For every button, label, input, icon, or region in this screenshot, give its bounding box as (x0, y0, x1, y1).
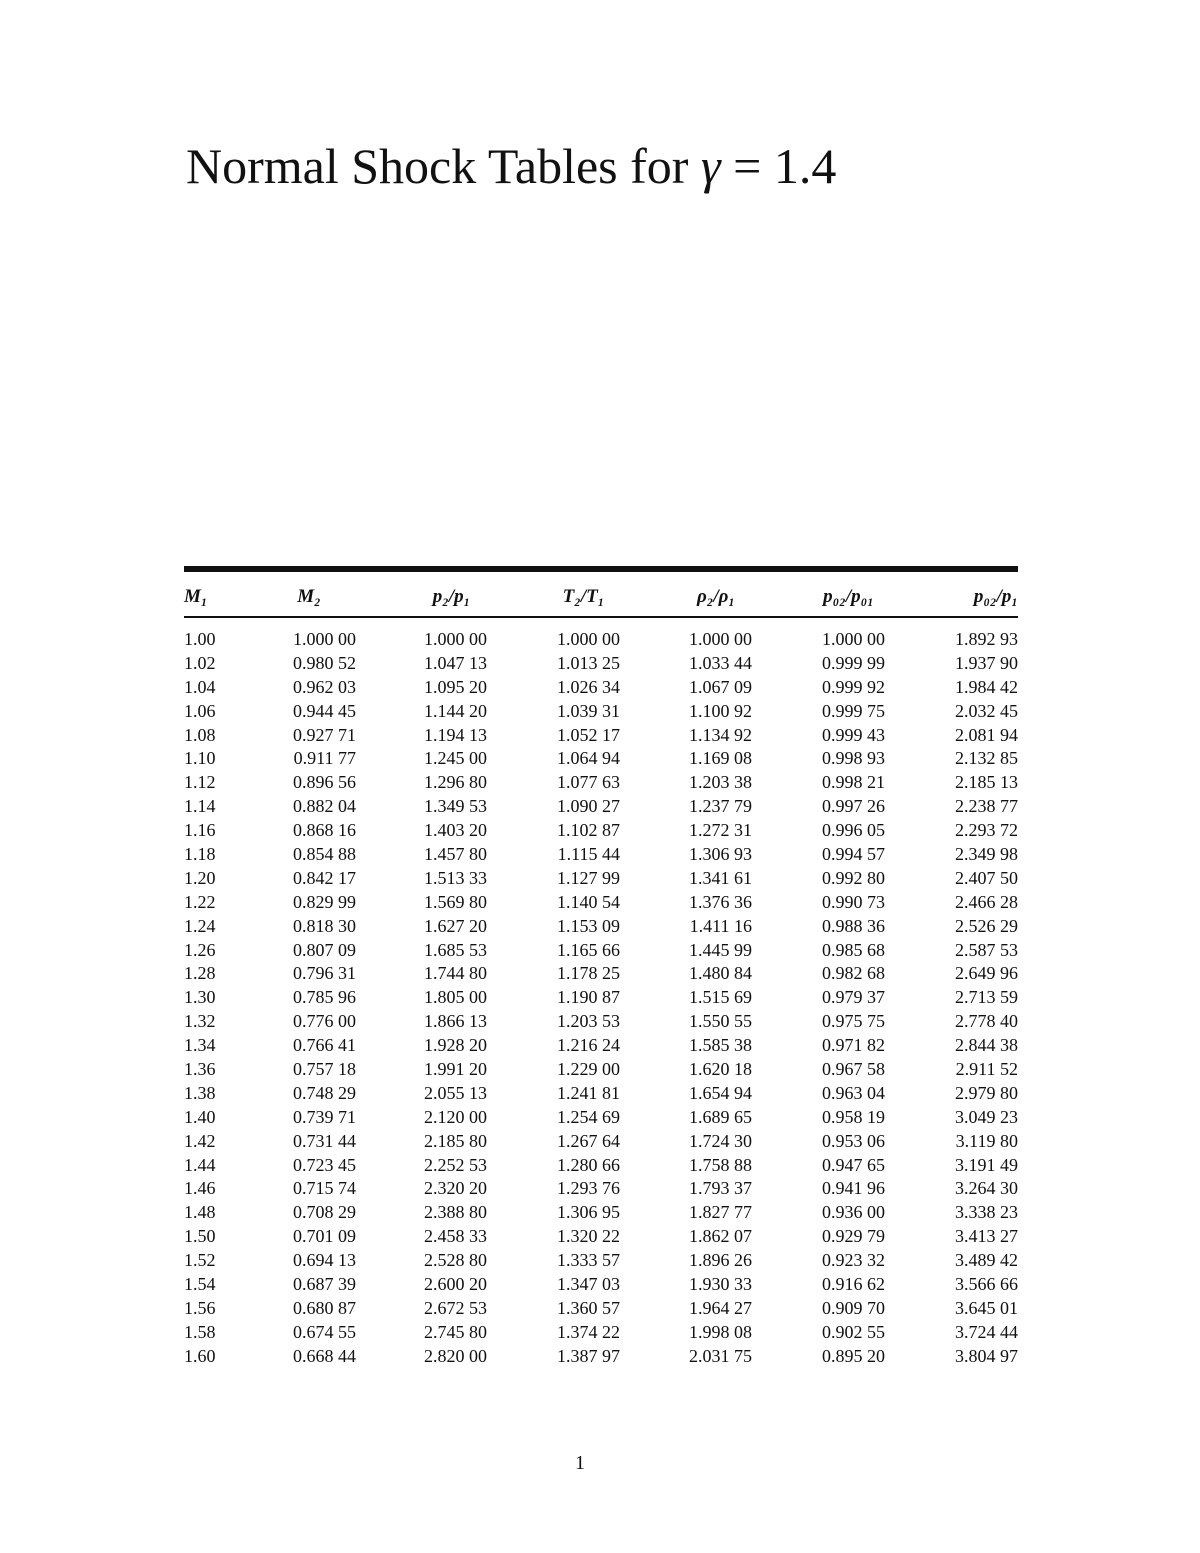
table-cell: 2.745 80 (424, 1321, 487, 1342)
table-cell: 1.347 03 (557, 1273, 620, 1294)
table-cell: 0.868 16 (293, 820, 356, 841)
table-cell: 2.031 75 (689, 1345, 752, 1366)
table-cell: 1.102 87 (557, 820, 620, 841)
table-cell: 0.909 70 (822, 1297, 885, 1318)
table-cell: 1.04 (184, 676, 216, 697)
table-cell: 2.081 94 (955, 724, 1018, 745)
table-cell: 0.701 09 (293, 1226, 356, 1247)
table-cell: 1.620 18 (689, 1058, 752, 1079)
table-cell: 1.58 (184, 1321, 216, 1342)
table-row (184, 747, 1018, 771)
table-cell: 0.731 44 (293, 1130, 356, 1151)
table-cell: 1.56 (184, 1297, 216, 1318)
table-cell: 2.320 20 (424, 1178, 487, 1199)
table-cell: 1.480 84 (689, 963, 752, 984)
table-cell: 2.252 53 (424, 1154, 487, 1175)
table-cell: 0.842 17 (293, 867, 356, 888)
table-cell: 0.944 45 (293, 700, 356, 721)
table-row (184, 723, 1018, 747)
table-cell: 1.26 (184, 939, 216, 960)
table-cell: 1.964 27 (689, 1297, 752, 1318)
table-cell: 0.668 44 (293, 1345, 356, 1366)
table-cell: 3.338 23 (955, 1202, 1018, 1223)
table-cell: 1.515 69 (689, 987, 752, 1008)
table-cell: 1.14 (184, 796, 216, 817)
table-cell: 1.153 09 (557, 915, 620, 936)
table-cell: 0.929 79 (822, 1226, 885, 1247)
table-cell: 1.50 (184, 1226, 216, 1247)
table-cell: 1.403 20 (424, 820, 487, 841)
table-cell: 1.48 (184, 1202, 216, 1223)
table-cell: 0.997 26 (822, 796, 885, 817)
table-cell: 2.526 29 (955, 915, 1018, 936)
title-suffix: = 1.4 (720, 138, 837, 194)
table-cell: 1.320 22 (557, 1226, 620, 1247)
table-cell: 0.947 65 (822, 1154, 885, 1175)
table-cell: 0.796 31 (293, 963, 356, 984)
column-header: p₀₂/p₁ (973, 586, 1018, 607)
table-row (184, 1034, 1018, 1058)
table-cell: 1.18 (184, 843, 216, 864)
table-cell: 1.724 30 (689, 1130, 752, 1151)
table-cell: 0.916 62 (822, 1273, 885, 1294)
table-cell: 0.708 29 (293, 1202, 356, 1223)
table-cell: 2.600 20 (424, 1273, 487, 1294)
table-cell: 1.090 27 (557, 796, 620, 817)
table-cell: 1.341 61 (689, 867, 752, 888)
table-cell: 1.38 (184, 1082, 216, 1103)
table-cell: 2.132 85 (955, 748, 1018, 769)
table-cell: 0.785 96 (293, 987, 356, 1008)
table-row (184, 1058, 1018, 1082)
table-cell: 1.892 93 (955, 628, 1018, 649)
table-cell: 3.804 97 (955, 1345, 1018, 1366)
table-cell: 0.999 92 (822, 676, 885, 697)
table-cell: 3.264 30 (955, 1178, 1018, 1199)
table-cell: 1.20 (184, 867, 216, 888)
table-cell: 1.026 34 (557, 676, 620, 697)
table-cell: 0.975 75 (822, 1011, 885, 1032)
table-cell: 1.10 (184, 748, 216, 769)
table-cell: 2.911 52 (955, 1058, 1018, 1079)
table-cell: 1.627 20 (424, 915, 487, 936)
table-cell: 2.587 53 (955, 939, 1018, 960)
table-cell: 1.052 17 (557, 724, 620, 745)
table-cell: 1.08 (184, 724, 216, 745)
table-cell: 0.757 18 (293, 1058, 356, 1079)
table-cell: 1.000 00 (424, 628, 487, 649)
table-cell: 1.689 65 (689, 1106, 752, 1127)
table-cell: 1.998 08 (689, 1321, 752, 1342)
table-row (184, 675, 1018, 699)
table-cell: 1.24 (184, 915, 216, 936)
table-cell: 0.674 55 (293, 1321, 356, 1342)
table-cell: 1.115 44 (557, 843, 620, 864)
table-cell: 1.293 76 (557, 1178, 620, 1199)
table-cell: 0.739 71 (293, 1106, 356, 1127)
table-cell: 1.06 (184, 700, 216, 721)
table-cell: 1.216 24 (557, 1035, 620, 1056)
table-cell: 1.000 00 (557, 628, 620, 649)
table-cell: 0.979 37 (822, 987, 885, 1008)
table-cell: 1.928 20 (424, 1035, 487, 1056)
table-row (184, 1249, 1018, 1273)
table-cell: 1.178 25 (557, 963, 620, 984)
table-cell: 1.229 00 (557, 1058, 620, 1079)
table-cell: 1.457 80 (424, 843, 487, 864)
table-cell: 1.60 (184, 1345, 216, 1366)
table-cell: 1.134 92 (689, 724, 752, 745)
table-cell: 0.982 68 (822, 963, 885, 984)
table-cell: 1.039 31 (557, 700, 620, 721)
table-row (184, 938, 1018, 962)
table-cell: 1.991 20 (424, 1058, 487, 1079)
table-row (184, 1225, 1018, 1249)
table-cell: 0.953 06 (822, 1130, 885, 1151)
table-cell: 3.489 42 (955, 1250, 1018, 1271)
table-cell: 0.807 09 (293, 939, 356, 960)
table-cell: 1.296 80 (424, 772, 487, 793)
table-row (184, 651, 1018, 675)
table-cell: 1.54 (184, 1273, 216, 1294)
table-cell: 1.12 (184, 772, 216, 793)
table-cell: 2.820 00 (424, 1345, 487, 1366)
table-cell: 2.458 33 (424, 1226, 487, 1247)
gamma-symbol: γ (700, 138, 721, 194)
table-cell: 0.936 00 (822, 1202, 885, 1223)
table-cell: 1.144 20 (424, 700, 487, 721)
table-cell: 1.411 16 (689, 915, 752, 936)
table-cell: 1.44 (184, 1154, 216, 1175)
table-cell: 1.805 00 (424, 987, 487, 1008)
table-cell: 2.120 00 (424, 1106, 487, 1127)
table-cell: 1.100 92 (689, 700, 752, 721)
table-cell: 1.272 31 (689, 820, 752, 841)
table-cell: 3.645 01 (955, 1297, 1018, 1318)
table-row (184, 1273, 1018, 1297)
table-cell: 1.793 37 (689, 1178, 752, 1199)
table-cell: 0.748 29 (293, 1082, 356, 1103)
table-cell: 1.047 13 (424, 652, 487, 673)
table-cell: 0.992 80 (822, 867, 885, 888)
table-cell: 2.407 50 (955, 867, 1018, 888)
table-cell: 2.713 59 (955, 987, 1018, 1008)
table-row (184, 1296, 1018, 1320)
table-cell: 1.013 25 (557, 652, 620, 673)
column-header: p₂/p₁ (432, 586, 471, 607)
table-cell: 0.999 75 (822, 700, 885, 721)
table-cell: 2.778 40 (955, 1011, 1018, 1032)
table-row (184, 843, 1018, 867)
table-cell: 0.902 55 (822, 1321, 885, 1342)
table-cell: 0.990 73 (822, 891, 885, 912)
table-cell: 2.844 38 (955, 1035, 1018, 1056)
table-cell: 1.194 13 (424, 724, 487, 745)
table-cell: 0.927 71 (293, 724, 356, 745)
table-cell: 1.349 53 (424, 796, 487, 817)
table-cell: 1.569 80 (424, 891, 487, 912)
table-row (184, 1153, 1018, 1177)
table-cell: 0.967 58 (822, 1058, 885, 1079)
table-body (184, 628, 1018, 1369)
table-cell: 0.998 21 (822, 772, 885, 793)
table-cell: 0.895 20 (822, 1345, 885, 1366)
table-cell: 1.896 26 (689, 1250, 752, 1271)
table-cell: 1.34 (184, 1035, 216, 1056)
table-cell: 1.862 07 (689, 1226, 752, 1247)
table-row (184, 890, 1018, 914)
table-cell: 1.064 94 (557, 748, 620, 769)
table-cell: 1.190 87 (557, 987, 620, 1008)
table-cell: 0.999 43 (822, 724, 885, 745)
table-cell: 1.30 (184, 987, 216, 1008)
table-cell: 1.550 55 (689, 1011, 752, 1032)
table-cell: 1.374 22 (557, 1321, 620, 1342)
table-cell: 0.962 03 (293, 676, 356, 697)
table-cell: 1.984 42 (955, 676, 1018, 697)
table-row (184, 1344, 1018, 1368)
column-header: p₀₂/p₀₁ (823, 586, 874, 607)
table-row (184, 866, 1018, 890)
table-row (184, 962, 1018, 986)
table-cell: 1.169 08 (689, 748, 752, 769)
table-top-rule (184, 566, 1018, 572)
table-cell: 3.049 23 (955, 1106, 1018, 1127)
table-cell: 1.376 36 (689, 891, 752, 912)
table-row (184, 1177, 1018, 1201)
table-cell: 1.40 (184, 1106, 216, 1127)
table-cell: 1.033 44 (689, 652, 752, 673)
table-row (184, 1081, 1018, 1105)
page-title (186, 138, 836, 194)
table-cell: 1.02 (184, 652, 216, 673)
table-cell: 2.528 80 (424, 1250, 487, 1271)
table-cell: 0.687 39 (293, 1273, 356, 1294)
table-cell: 2.293 72 (955, 820, 1018, 841)
table-cell: 1.306 93 (689, 843, 752, 864)
table-cell: 3.566 66 (955, 1273, 1018, 1294)
table-cell: 0.971 82 (822, 1035, 885, 1056)
table-cell: 1.360 57 (557, 1297, 620, 1318)
table-cell: 1.36 (184, 1058, 216, 1079)
table-cell: 1.445 99 (689, 939, 752, 960)
table-cell: 2.672 53 (424, 1297, 487, 1318)
table-cell: 1.067 09 (689, 676, 752, 697)
table-cell: 0.923 32 (822, 1250, 885, 1271)
table-cell: 2.649 96 (955, 963, 1018, 984)
table-cell: 1.000 00 (293, 628, 356, 649)
table-cell: 3.413 27 (955, 1226, 1018, 1247)
column-header: M₂ (297, 586, 321, 607)
table-cell: 0.958 19 (822, 1106, 885, 1127)
column-header: T₂/T₁ (562, 586, 605, 607)
table-cell: 1.254 69 (557, 1106, 620, 1127)
table-cell: 1.095 20 (424, 676, 487, 697)
column-header: ρ₂/ρ₁ (696, 586, 736, 607)
table-cell: 0.963 04 (822, 1082, 885, 1103)
table-cell: 1.685 53 (424, 939, 487, 960)
table-cell: 1.42 (184, 1130, 216, 1151)
table-cell: 1.280 66 (557, 1154, 620, 1175)
table-cell: 1.203 38 (689, 772, 752, 793)
table-cell: 1.140 54 (557, 891, 620, 912)
table-cell: 0.680 87 (293, 1297, 356, 1318)
table-cell: 1.32 (184, 1011, 216, 1032)
table-cell: 0.715 74 (293, 1178, 356, 1199)
table-cell: 0.911 77 (293, 748, 356, 769)
column-header: M₁ (184, 586, 208, 607)
table-cell: 0.941 96 (822, 1178, 885, 1199)
table-cell: 1.267 64 (557, 1130, 620, 1151)
table-cell: 1.513 33 (424, 867, 487, 888)
table-cell: 0.694 13 (293, 1250, 356, 1271)
table-cell: 1.758 88 (689, 1154, 752, 1175)
table-cell: 0.998 93 (822, 748, 885, 769)
table-row (184, 628, 1018, 652)
table-cell: 0.854 88 (293, 843, 356, 864)
table-cell: 1.22 (184, 891, 216, 912)
table-cell: 3.724 44 (955, 1321, 1018, 1342)
table-cell: 1.866 13 (424, 1011, 487, 1032)
table-cell: 1.744 80 (424, 963, 487, 984)
table-row (184, 1320, 1018, 1344)
table-cell: 0.896 56 (293, 772, 356, 793)
table-cell: 1.585 38 (689, 1035, 752, 1056)
table-cell: 1.333 57 (557, 1250, 620, 1271)
table-cell: 0.882 04 (293, 796, 356, 817)
table-cell: 1.306 95 (557, 1202, 620, 1223)
table-cell: 0.980 52 (293, 652, 356, 673)
table-cell: 1.46 (184, 1178, 216, 1199)
table-cell: 1.387 97 (557, 1345, 620, 1366)
table-row (184, 771, 1018, 795)
table-cell: 1.28 (184, 963, 216, 984)
table-cell: 3.119 80 (955, 1130, 1018, 1151)
table-cell: 0.994 57 (822, 843, 885, 864)
table-cell: 1.00 (184, 628, 216, 649)
table-cell: 0.723 45 (293, 1154, 356, 1175)
table-cell: 1.127 99 (557, 867, 620, 888)
table-cell: 3.191 49 (955, 1154, 1018, 1175)
table-cell: 0.988 36 (822, 915, 885, 936)
table-cell: 2.032 45 (955, 700, 1018, 721)
table-row (184, 699, 1018, 723)
table-cell: 1.203 53 (557, 1011, 620, 1032)
table-cell: 1.930 33 (689, 1273, 752, 1294)
table-cell: 1.827 77 (689, 1202, 752, 1223)
table-cell: 2.979 80 (955, 1082, 1018, 1103)
normal-shock-table (184, 566, 1018, 1368)
table-cell: 2.466 28 (955, 891, 1018, 912)
table-cell: 1.245 00 (424, 748, 487, 769)
table-cell: 0.818 30 (293, 915, 356, 936)
table-cell: 1.000 00 (822, 628, 885, 649)
table-cell: 2.349 98 (955, 843, 1018, 864)
table-row (184, 1105, 1018, 1129)
title-prefix: Normal Shock Tables for (186, 138, 701, 194)
table-cell: 2.055 13 (424, 1082, 487, 1103)
table-cell: 2.388 80 (424, 1202, 487, 1223)
table-cell: 2.238 77 (955, 796, 1018, 817)
table-cell: 1.237 79 (689, 796, 752, 817)
table-cell: 2.185 13 (955, 772, 1018, 793)
table-cell: 1.077 63 (557, 772, 620, 793)
table-cell: 0.996 05 (822, 820, 885, 841)
table-row (184, 1201, 1018, 1225)
table-cell: 1.000 00 (689, 628, 752, 649)
table-cell: 0.766 41 (293, 1035, 356, 1056)
table-header-rule (184, 616, 1018, 618)
page-number: 1 (575, 1452, 585, 1474)
table-row (184, 986, 1018, 1010)
table-row (184, 914, 1018, 938)
table-cell: 1.241 81 (557, 1082, 620, 1103)
table-cell: 0.985 68 (822, 939, 885, 960)
table-cell: 1.16 (184, 820, 216, 841)
table-cell: 1.52 (184, 1250, 216, 1271)
table-cell: 0.999 99 (822, 652, 885, 673)
table-row (184, 1010, 1018, 1034)
table-header-row (184, 584, 1018, 610)
table-row (184, 795, 1018, 819)
table-row (184, 1129, 1018, 1153)
table-cell: 2.185 80 (424, 1130, 487, 1151)
table-cell: 1.654 94 (689, 1082, 752, 1103)
table-cell: 0.829 99 (293, 891, 356, 912)
table-cell: 0.776 00 (293, 1011, 356, 1032)
table-row (184, 819, 1018, 843)
table-cell: 1.937 90 (955, 652, 1018, 673)
table-cell: 1.165 66 (557, 939, 620, 960)
